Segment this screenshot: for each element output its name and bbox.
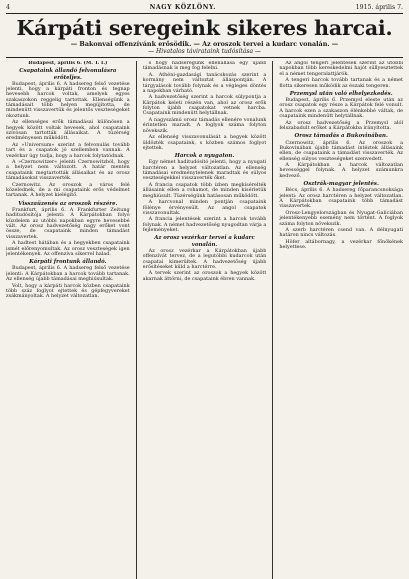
article-paragraph: Czernowitz. Az oroszok a város felé közelednek, de a mi csapataink erős védelmet tartanak. A helyzet kielégítő.: [6, 181, 130, 199]
article-paragraph: A francia jelentések szerint a harcok tovább folynak. A német hadvezetőség nyugodtan várja a fejleményeket.: [142, 216, 267, 234]
article-heading: Kárpáti frontunk állandó.: [29, 259, 107, 266]
article-paragraph: Frankfurt, április 6. A Frankfurter Zeitung haditudósítója jelenti: A Kárpátokban folyó küzdelem az utóbbi napokban egyre hevesebbé vált. Az orosz hadvezetőség nagy erőket vont össze, de csapataink minden támadást visszavertek.: [6, 206, 130, 240]
article-paragraph: Budapest, április 6. A hadsereg felső vezetése jelenti: A Kárpátokban a harcok tovább tartanak. Az ellenség újabb támadásai meghiúsultak.: [6, 265, 130, 283]
article-paragraph: s hogy hadseregünk ellenállása egy újabb támadásnak is meg fog felelni.: [142, 61, 267, 72]
article-paragraph: Egy német haditudósító jelenti, hogy a nyugati harctéren a helyzet változatlan. Az ellenség támadásai eredménytelenek maradtak és súlyos veszteségekkel visszaverték őket.: [142, 159, 267, 182]
column-2: [143, 61, 267, 579]
main-headline: Kárpáti seregeink sikeres harcai.: [16, 16, 393, 40]
article-paragraph: A tengeri harcok tovább tartanak és a német flotta sikeresen működik az északi tengeren.: [279, 77, 404, 89]
article-paragraph: A. Athéni-gazdasági tanácskozás szerint a kormány nem változtat álláspontján. A tárgyalások tovább folynak és a végleges döntés a napokban várható.: [142, 71, 267, 94]
article-heading: Visszaüzenés az oroszok részére.: [18, 200, 118, 207]
column-1: [6, 61, 130, 579]
article-paragraph: Czernowitz, április 6. Az oroszok a Bukovinában újabb támadást intéztek állásaink ellen, de csapataink a támadást visszaverték. Az ellenség súlyos veszteségeket szenvedett.: [279, 139, 404, 162]
article-paragraph: Az orosz vezérkar a Kárpátokban újabb offenzívát tervez, de a legutóbbi kudarcok után csapatai kimerültek. A hadvezetőség újabb erősítéseket küld a harctérre.: [142, 247, 267, 270]
article-paragraph: A nagyszámú orosz támadás ellenére vonalunk érintetlen maradt. A foglyok száma folyton növekszik.: [142, 117, 267, 134]
column-divider: [272, 61, 273, 579]
article-heading: Orosz támadás a Bukovinában.: [294, 133, 388, 140]
paper-name: NAGY KÖZLÖNY.: [149, 4, 217, 11]
article-paragraph: A hadtest hátában és a hegyekben csapataink ismét előrenyomultak. Az orosz veszteségek igen jelentékenyek. Az offenzíva sikerrel halad.: [6, 240, 130, 257]
article-paragraph: Budapest, április 6. A hadsereg felső vezetése jelenti, hogy a kárpáti fronton és tegnap hevesebb harcok voltak, amelyek egyes szakaszokon reggelig tartottak. Ellenségünk a támadásait több helyen megújította, de mindenütt visszavertük és jelentős veszteségeket okoztunk.: [6, 80, 130, 119]
article-heading: Osztrák-magyar jelentés.: [303, 181, 379, 188]
article-paragraph: A Kárpátokban a harcok változatlan hevességgel folynak. A helyzet számunkra kedvező.: [279, 162, 404, 179]
page-number: 4: [6, 4, 10, 11]
sub-line: — Hivatalos távirataink tudósítása —: [6, 48, 403, 58]
article-dateline: Budapest, április 6. (M. T. I.): [28, 61, 108, 66]
article-paragraph: Az ellenség visszavonulását a hegyek között üldözték csapataink, s közben számos foglyot ejtettek.: [142, 134, 267, 151]
article-paragraph: Höfer altábornagy, a vezérkar főnökének helyettese.: [279, 239, 404, 251]
article-columns: [6, 61, 403, 579]
article-paragraph: Az angol tengeri jelentések szerint az utóbbi napokban több kereskedelmi hajót süllyesztettek el a német tengeralattjárók.: [279, 61, 404, 77]
article-paragraph: A francia csapatok több ízben megkísérelték állásaink ellen a rohamot, de minden kísérletük meghiúsult. Tüzérségünk hatásosan működött.: [142, 182, 267, 199]
column-3: [279, 61, 403, 579]
article-paragraph: A harcvonal minden pontján csapataink fölénye érvényesült. Az angol csapatok visszavonultak.: [142, 199, 267, 216]
article-paragraph: Orosz-Lengyelországban és Nyugat-Galíciában jelentékenyebb esemény nem történt. A foglyok száma folyton növekszik.: [279, 209, 404, 227]
article-paragraph: Volt, hogy a kárpáti harcok közben csapataink több száz foglyot ejtettek és gépfegyvereket zsákmányoltak. A helyzet változatlan.: [6, 282, 130, 300]
article-heading: Harcok a nyugaton.: [174, 153, 235, 160]
article-heading: Przemysl után való elhelyezkedés.: [289, 90, 393, 97]
sub-headline: — Bakonvai offenzívánk erősödik. — Az oroszok tervei a kudarc vonalán. —: [70, 40, 339, 48]
masthead: [6, 4, 403, 14]
article-paragraph: A »Czernowitzer« jelenti Czernowitzból, hogy a helyzet nem változott. A határ mentén csapataink megtartották állásaikat és az orosz támadásokat visszaverték.: [6, 159, 130, 182]
article-paragraph: Az ellenséges erők támadásai különösen a hegyek között voltak hevesek, ahol csapataink szívósan tartották állásaikat. A tüzérség eredményesen működött.: [6, 119, 130, 142]
article-paragraph: Az »Universum« szerint a felvonulás tovább tart és a csapatok jó szellemben vannak. A vezérkar úgy tudja, hogy a harcok folytatódnak.: [6, 141, 130, 159]
issue-date: 1915. április 7.: [355, 4, 403, 11]
article-paragraph: A hadvezetőség szerint a harcok súlypontja a Kárpátok keleti részén van, ahol az orosz erők folyton újabb csapatokat vetnek harcba. Csapataink mindenütt helytállnak.: [142, 94, 267, 117]
article-paragraph: Bécs, április 6. A hadsereg főparancsnoksága jelenti: Az orosz harctéren a helyzet változatlan. A Kárpátokban csapataink több támadást visszavertek.: [279, 187, 404, 210]
article-paragraph: Budapest, április 6. Przemysl eleste után az orosz csapatok egy része a Kárpátok felé vonult. A harcok ezen a szakaszon élénkebbé váltak, de csapataink mindenütt helytállnak.: [279, 97, 404, 120]
article-heading: Az orosz vezérkar tervei a kudarc vonalán.: [154, 235, 255, 248]
article-paragraph: A tervek szerint az oroszok a hegyek között akarnak áttörni, de csapataink ébren vannak.: [142, 270, 267, 282]
article-paragraph: Az orosz hadvezetőség a Przemysl alól felszabadult erőket a Kárpátokba irányította.: [279, 119, 404, 132]
article-paragraph: A szerb harctéren csend van. A délnyugati határon nincs változás.: [279, 227, 404, 239]
article-heading: Csapataink állandó felvonulásra erőteljes.: [19, 68, 117, 81]
column-divider: [136, 61, 137, 579]
